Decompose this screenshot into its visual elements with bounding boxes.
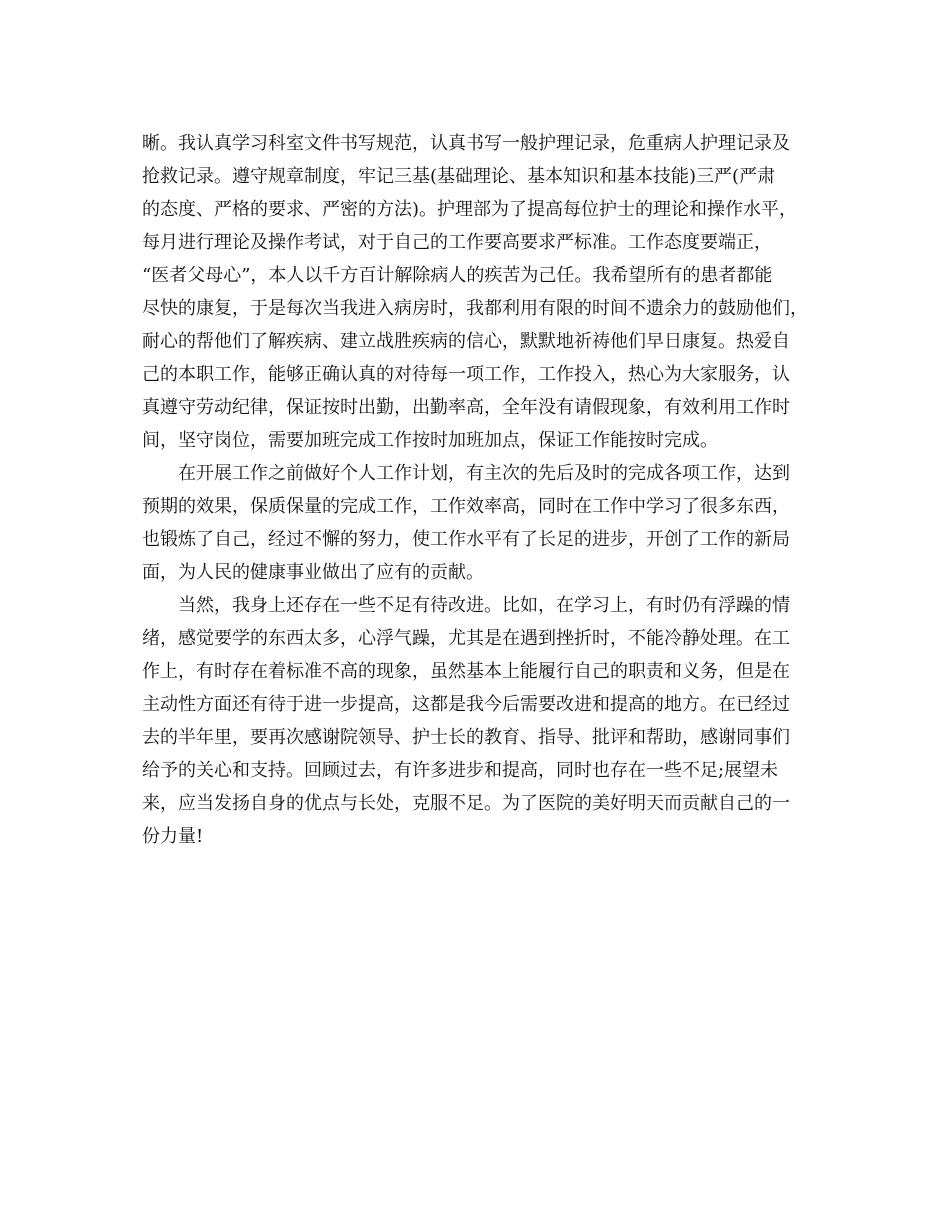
text-line: 面，为人民的健康事业做出了应有的贡献。 xyxy=(142,562,484,583)
text-line: 抢救记录。遵守规章制度，牢记三基(基础理论、基本知识和基本技能)三严(严肃 xyxy=(142,166,776,187)
text-line: 主动性方面还有待于进一步提高，这都是我今后需要改进和提高的地方。在已经过 xyxy=(142,694,790,715)
text-line: 尽快的康复，于是每次当我进入病房时，我都利用有限的时间不遗余力的鼓励他们， xyxy=(142,298,808,319)
text-line: 己的本职工作，能够正确认真的对待每一项工作，工作投入，热心为大家服务，认 xyxy=(142,364,790,385)
text-line: 来，应当发扬自身的优点与长处，克服不足。为了医院的美好明天而贡献自己的一 xyxy=(142,793,790,814)
text-line: “医者父母心”，本人以千方百计解除病人的疾苦为己任。我希望所有的患者都能 xyxy=(142,265,773,286)
document-body xyxy=(142,127,822,853)
text-line: 间，坚守岗位，需要加班完成工作按时加班加点，保证工作能按时完成。 xyxy=(142,430,718,451)
text-line: 作上，有时存在着标准不高的现象，虽然基本上能履行自己的职责和义务，但是在 xyxy=(142,661,790,682)
text-line: 晰。我认真学习科室文件书写规范，认真书写一般护理记录，危重病人护理记录及 xyxy=(142,133,790,154)
text-line: 耐心的帮他们了解疾病、建立战胜疾病的信心，默默地祈祷他们早日康复。热爱自 xyxy=(142,331,790,352)
text-line: 份力量! xyxy=(142,826,204,847)
text-line: 也锻炼了自己，经过不懈的努力，使工作水平有了长足的进步，开创了工作的新局 xyxy=(142,529,790,550)
text-line: 给予的关心和支持。回顾过去，有许多进步和提高，同时也存在一些不足;展望未 xyxy=(142,760,779,781)
text-line: 真遵守劳动纪律，保证按时出勤，出勤率高，全年没有请假现象，有效利用工作时 xyxy=(142,397,790,418)
paragraph-2 xyxy=(142,457,822,589)
text-line: 去的半年里，要再次感谢院领导、护士长的教育、指导、批评和帮助，感谢同事们 xyxy=(142,727,790,748)
text-line: 的态度、严格的要求、严密的方法)。护理部为了提高每位护士的理论和操作水平， xyxy=(142,199,798,220)
paragraph-1 xyxy=(142,127,822,457)
text-line: 绪，感觉要学的东西太多，心浮气躁，尤其是在遇到挫折时，不能冷静处理。在工 xyxy=(142,628,790,649)
text-line: 每月进行理论及操作考试，对于自己的工作要高要求严标准。工作态度要端正， xyxy=(142,232,772,253)
paragraph-3 xyxy=(142,589,822,853)
text-line: 在开展工作之前做好个人工作计划，有主次的先后及时的完成各项工作，达到 xyxy=(178,463,790,484)
text-line: 预期的效果，保质保量的完成工作，工作效率高，同时在工作中学习了很多东西， xyxy=(142,496,790,517)
text-line: 当然，我身上还存在一些不足有待改进。比如，在学习上，有时仍有浮躁的情 xyxy=(178,595,790,616)
